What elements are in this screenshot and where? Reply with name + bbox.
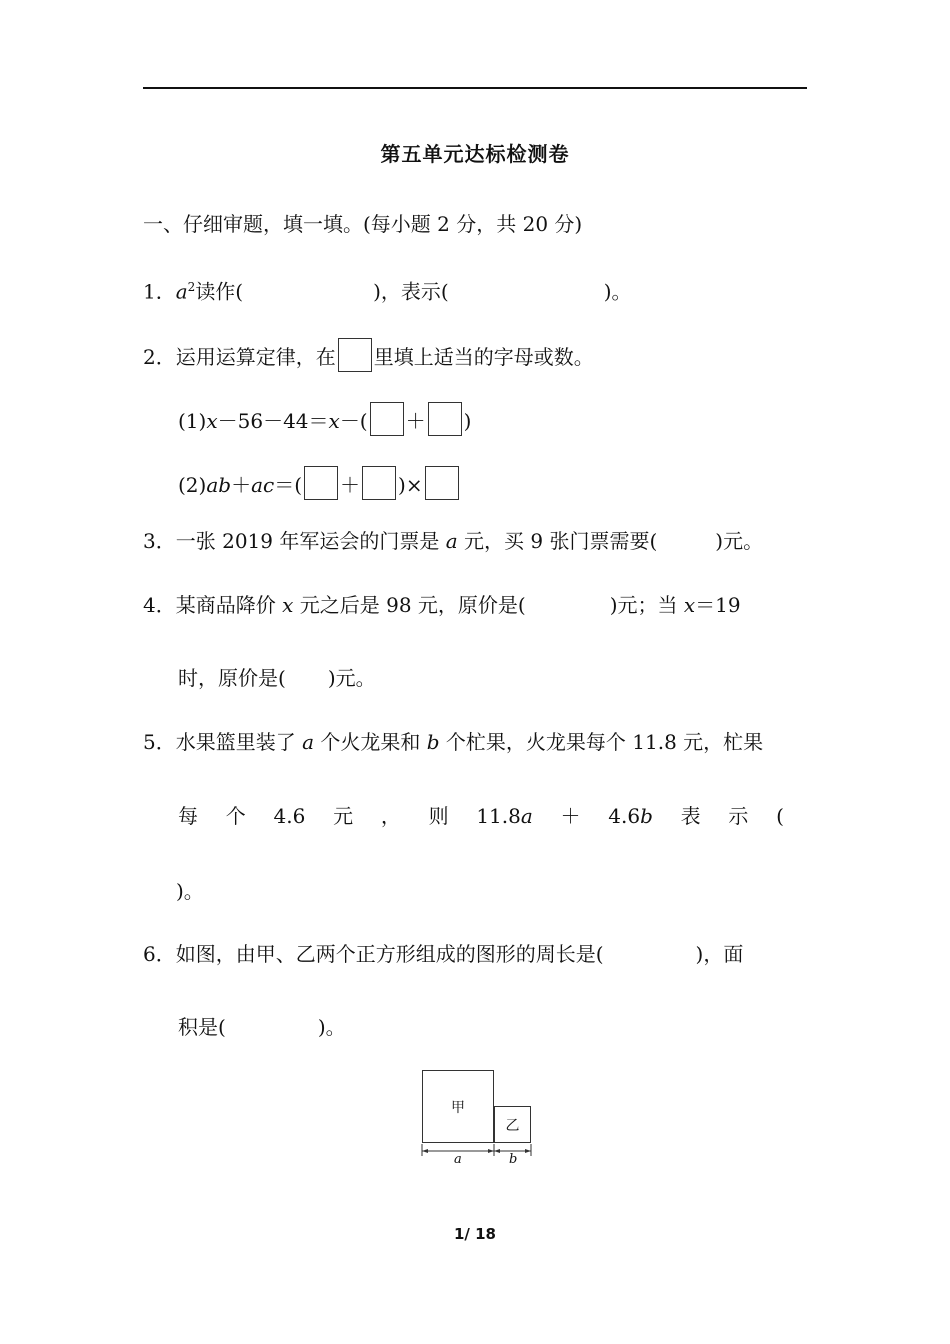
answer-box[interactable] — [370, 402, 404, 436]
q3-var: a — [445, 529, 458, 553]
q2-text-1: 运用运算定律，在 — [175, 345, 336, 369]
question-5 — [143, 729, 763, 755]
q2-p2-ab: ab — [206, 473, 232, 497]
q2-p1-expr: －56－44＝ — [217, 409, 329, 433]
question-6 — [143, 941, 743, 967]
q2-p1-plus: ＋ — [405, 409, 426, 433]
q5-word: ＋ — [560, 804, 581, 828]
question-4-line-2 — [178, 665, 376, 691]
q5-word: ( — [776, 804, 784, 828]
label-b: b — [509, 1152, 518, 1167]
q4-var2: x — [683, 593, 696, 617]
q2-p2-times: )× — [398, 473, 423, 497]
q5-number: 5． — [143, 730, 176, 754]
q1-exponent: 2 — [187, 280, 196, 294]
q5-text-1: 水果篮里装了 — [175, 730, 303, 754]
sample-box — [338, 338, 372, 372]
q4-number: 4． — [143, 593, 176, 617]
header-rule — [143, 87, 807, 89]
question-1 — [143, 274, 632, 305]
q4-line2-text: 时，原价是( — [178, 666, 286, 690]
q1-number: 1． — [143, 279, 176, 304]
q5-var: b — [640, 804, 653, 828]
page-number: 1/ 18 — [453, 1225, 496, 1243]
q5-word: ， — [380, 804, 401, 828]
question-2-part-1 — [178, 402, 471, 436]
q5-word: 个 — [225, 804, 246, 828]
q5-var-b: b — [426, 730, 440, 754]
q6-line2-end: )。 — [317, 1015, 346, 1039]
question-6-line-2 — [178, 1014, 346, 1040]
q2-text-2: 里填上适当的字母或数。 — [373, 345, 594, 369]
answer-box[interactable] — [304, 466, 338, 500]
q2-p2-ac: ac — [251, 473, 275, 497]
dimension-lines — [418, 1068, 538, 1174]
label-a: a — [454, 1152, 462, 1167]
q2-p1-label: (1) — [178, 409, 207, 433]
q2-p1-paren: －( — [339, 409, 368, 433]
question-5-line-2 — [178, 803, 784, 829]
question-2-part-2 — [178, 466, 461, 500]
question-2 — [143, 338, 594, 372]
q5-word: 则 — [428, 804, 449, 828]
q1-text-2: )，表示( — [373, 279, 449, 304]
q4-text-4: ＝19 — [695, 593, 741, 617]
q5-word: 示 — [728, 804, 749, 828]
q2-p2-plus2: ＋ — [340, 473, 361, 497]
q4-text-2: 元之后是 98 元，原价是( — [293, 593, 526, 617]
q5-word: 每 — [178, 804, 198, 828]
question-4 — [143, 592, 741, 618]
q1-text-1: 读作( — [195, 279, 244, 304]
q4-line2-end: )元。 — [327, 666, 376, 690]
squares-figure — [418, 1068, 538, 1174]
q5-coef: 4.6 — [608, 804, 641, 828]
q6-text-1: 如图，由甲、乙两个正方形组成的图形的周长是( — [175, 942, 604, 966]
q2-number: 2． — [143, 345, 176, 369]
q6-number: 6． — [143, 942, 176, 966]
q3-number: 3． — [143, 529, 176, 553]
q5-term-a — [476, 803, 532, 829]
q5-var-a: a — [302, 730, 315, 754]
page-title: 第五单元达标检测卷 — [380, 142, 570, 166]
q5-text-3: 个杧果，火龙果每个 11.8 元，杧果 — [439, 730, 764, 754]
q1-text-3: )。 — [603, 279, 632, 304]
q2-p2-label: (2) — [178, 473, 207, 497]
q2-p1-var2: x — [328, 409, 340, 433]
q2-p2-plus: ＋ — [231, 473, 252, 497]
q6-text-2: )，面 — [695, 942, 744, 966]
q4-var: x — [282, 593, 294, 617]
question-5-line-3: )。 — [176, 879, 204, 903]
square-yi: 乙 — [494, 1106, 531, 1143]
q5-word: 表 — [680, 804, 701, 828]
answer-box[interactable] — [362, 466, 396, 500]
answer-box[interactable] — [428, 402, 462, 436]
q3-text-2: 元，买 9 张门票需要( — [457, 529, 658, 553]
q5-word: 4.6 — [273, 804, 306, 828]
square-jia: 甲 — [422, 1070, 494, 1143]
q2-p1-end: ) — [463, 409, 472, 433]
q1-variable: a — [175, 279, 188, 304]
q5-text-2: 个火龙果和 — [314, 730, 427, 754]
q2-p2-eq: ＝( — [274, 473, 303, 497]
question-3 — [143, 528, 763, 554]
q5-coef: 11.8 — [476, 804, 521, 828]
q2-p1-var: x — [206, 409, 218, 433]
q5-var: a — [520, 804, 533, 828]
answer-box[interactable] — [425, 466, 459, 500]
q4-text-3: )元；当 — [609, 593, 684, 617]
q3-text-3: )元。 — [715, 529, 764, 553]
q5-word: 元 — [333, 804, 354, 828]
section-heading: 一、仔细审题，填一填。(每小题 2 分，共 20 分) — [143, 212, 583, 236]
q4-text-1: 某商品降价 — [175, 593, 283, 617]
q5-term-b — [608, 803, 653, 829]
q6-line2-text: 积是( — [178, 1015, 226, 1039]
q3-text-1: 一张 2019 年军运会的门票是 — [175, 529, 446, 553]
